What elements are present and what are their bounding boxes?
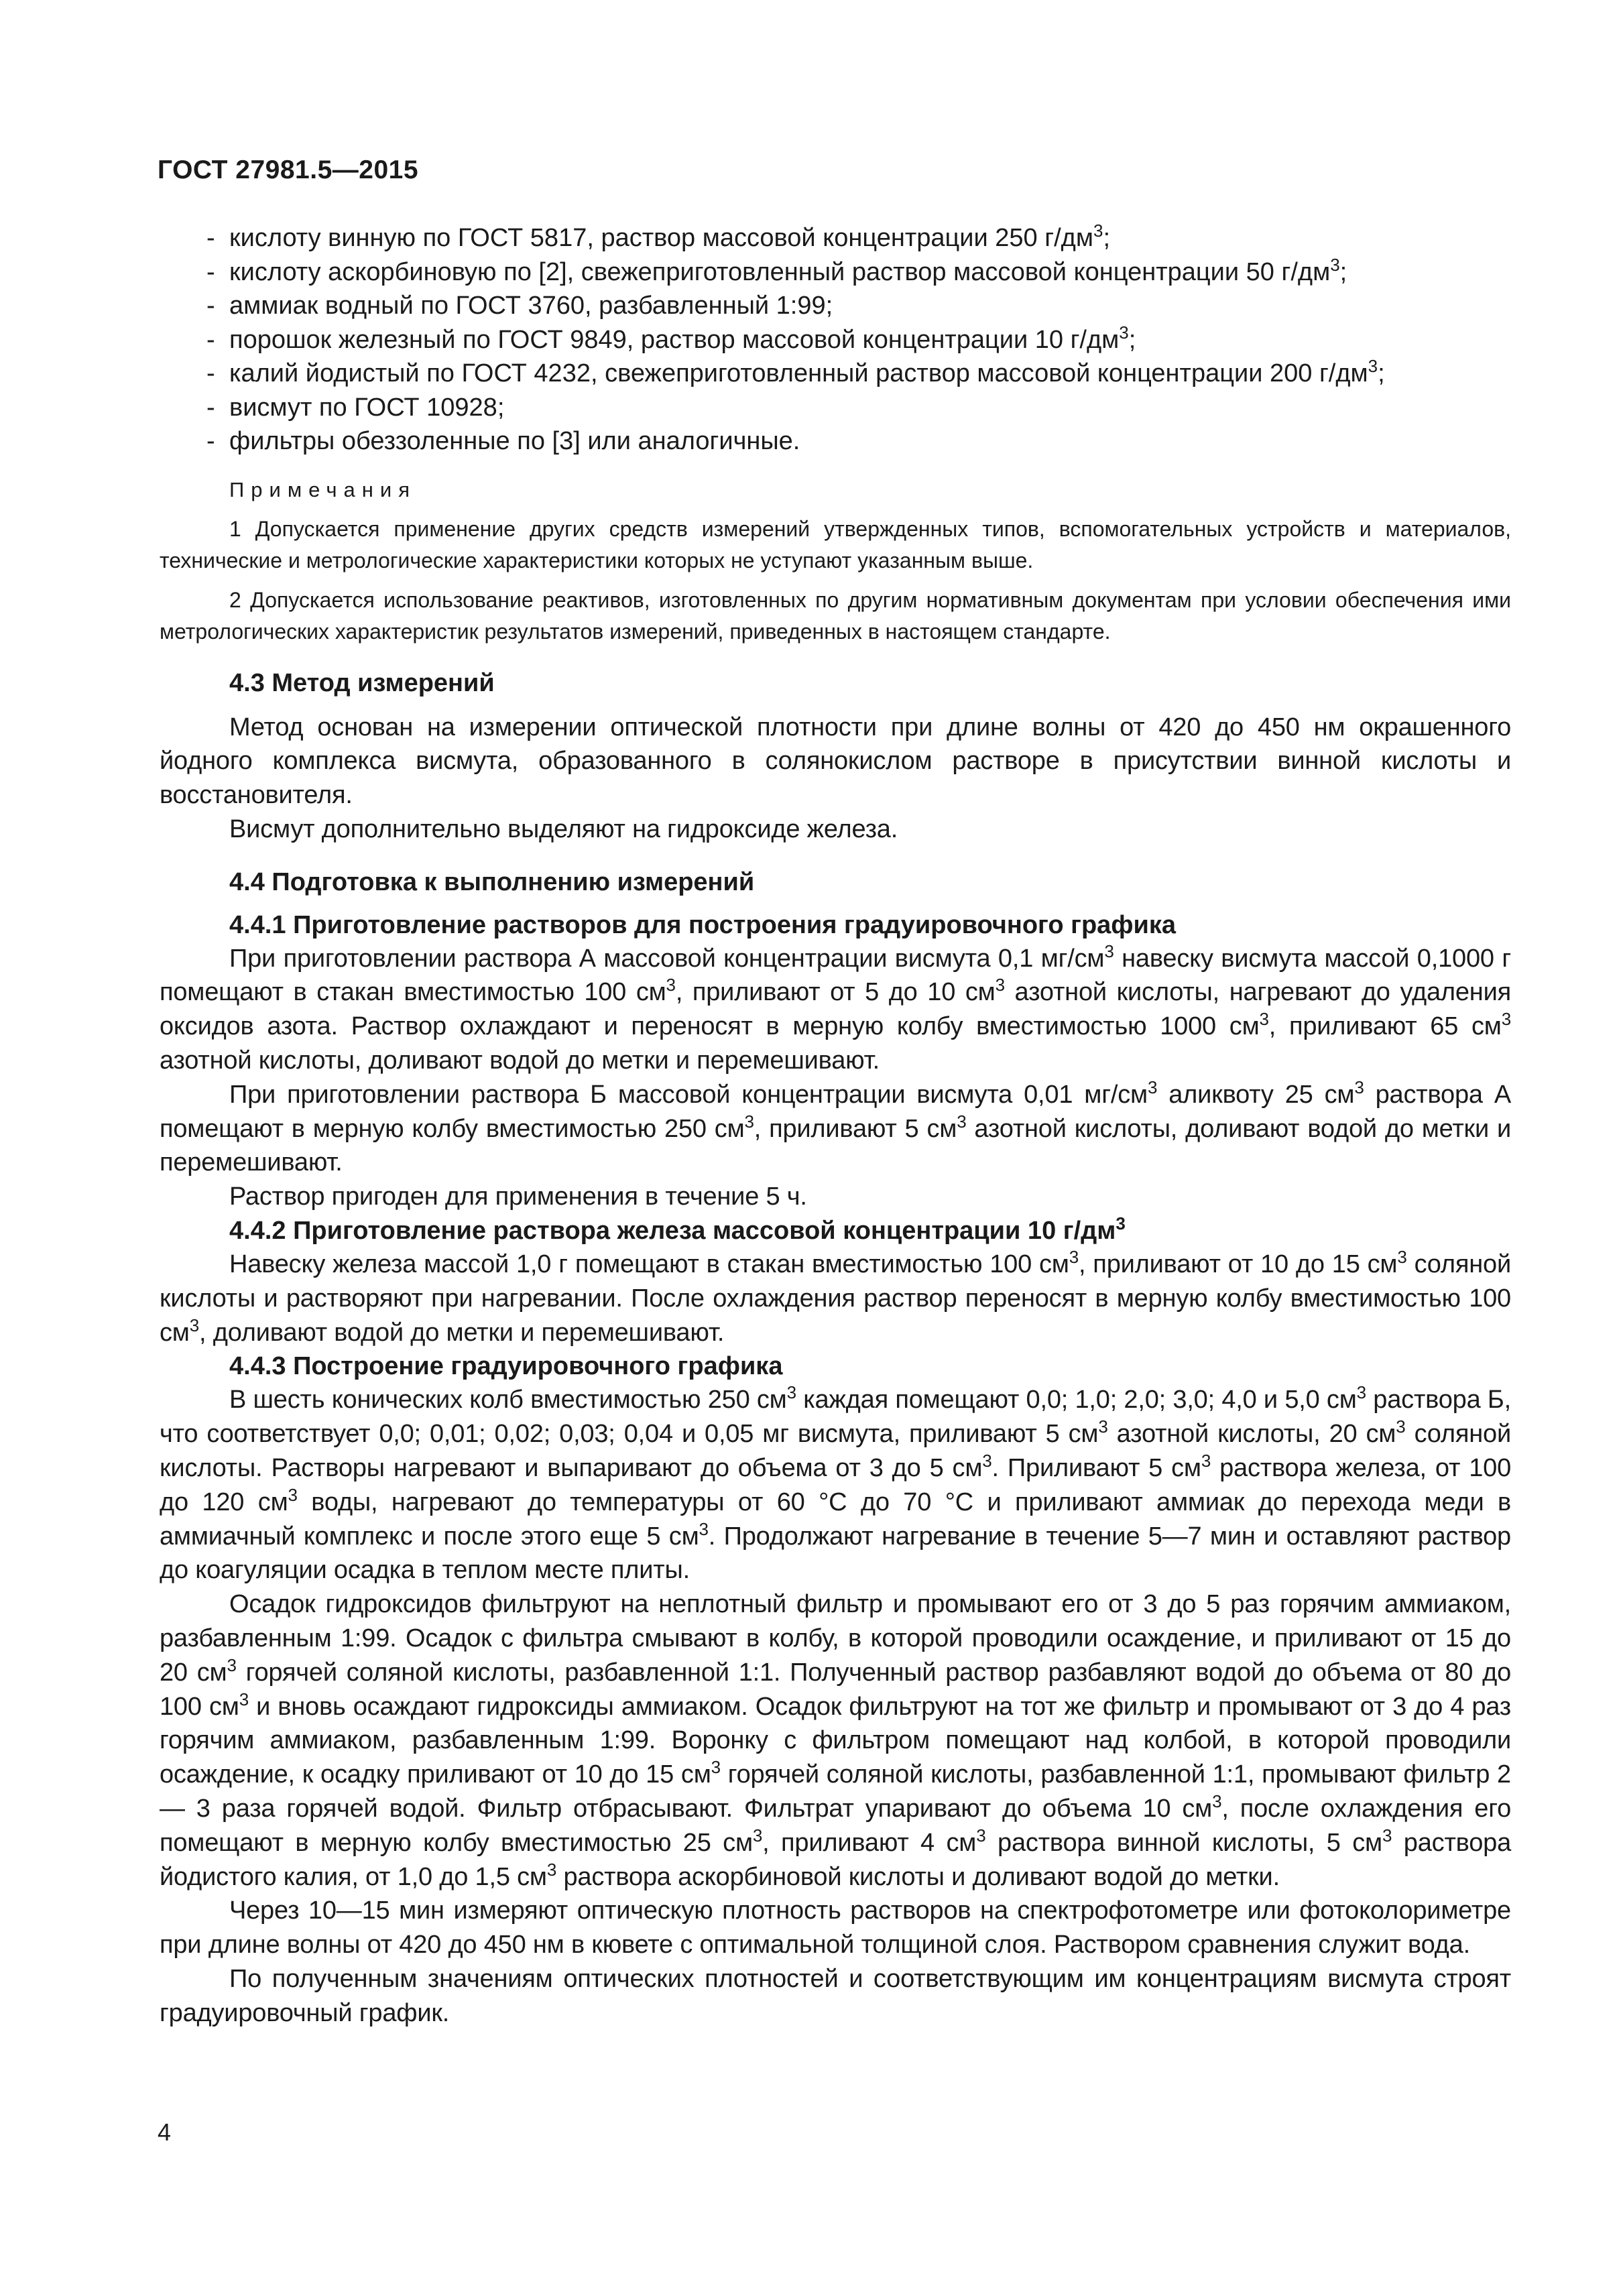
document-header-title: ГОСТ 27981.5—2015 [158,156,419,184]
reagent-list [160,221,1511,459]
list-item: - порошок железный по ГОСТ 9849, раствор массовой концентрации 10 $г/дм^3$; [206,322,1136,354]
page-number: 4 [158,2118,172,2146]
section-4-4-1-heading: 4.4.1 Приготовление растворов для построения градуировочного графика [229,910,1177,939]
list-item: - аммиак водный по ГОСТ 3760, разбавленный 1:99; [206,292,833,320]
section-4-4-3-paragraph: Осадок гидроксидов фильтруют на неплотный фильтр и промывают его от 3 до 5 раз горячим аммиаком, разбавленным 1:99. Осадок с фильтра смывают в колбу, в которой проводили осаждение, и приливают от 15 до 20 $см^3$ горячей соляной кислоты, разбавленной 1:1. Полученный раствор разбавляют водой до объема от 80 до 100 $см^3$ и вновь осаждают гидроксиды аммиаком. Осадок фильтруют на тот же фильтр и промывают от 3 до 4 раз горячим аммиаком, разбавленным 1:99. Воронку с фильтром помещают над колбой, в которой проводили осаждение, к осадку приливают от 10 до 15 $см^3$ горячей соляной кислоты, разбавленной 1:1, промывают фильтр 2 — 3 раза горячей водой. Фильтр отбрасывают. Фильтрат упаривают до объема 10 $см^3$, после охлаждения его помещают в мерную колбу вместимостью 25 $см^3$, приливают 4 $см^3$ раствора винной кислоты, 5 $см^3$ раствора йодистого калия, от 1,0 до 1,5 $см^3$ раствора аскорбиновой кислоты и доливают водой до метки. [160,1590,1512,1891]
page-content [160,221,1511,2031]
note-2: 2 Допускается использование реактивов, изготовленных по другим нормативным документам при условии обеспечения ими метрологических характеристик результатов измерений, приведенных в настоящем стандарте. [160,587,1511,644]
section-4-3-heading: 4.3 Метод измерений [229,668,495,697]
section-4-4-1-paragraph: Раствор пригоден для применения в течение 5 ч. [229,1183,807,1211]
list-item: - калий йодистый по ГОСТ 4232, свежеприготовленный раствор массовой концентрации 200 $г/дм^3$; [206,356,1385,387]
note-1: 1 Допускается применение других средств измерений утвержденных типов, вспомогательных устройств и материалов, технические и метрологические характеристики которых не уступают указанным выше. [160,516,1511,572]
list-item: - кислоту аскорбиновую по [2], свежеприготовленный раствор массовой концентрации 50 $г/дм^3$; [206,254,1347,286]
section-4-4-heading: 4.4 Подготовка к выполнению измерений [229,867,755,896]
section-4-4-3-paragraph: По полученным значениям оптических плотностей и соответствующим им концентрациям висмута строят градуировочный график. [160,1965,1511,2027]
list-item: - фильтры обеззоленные по [3] или аналогичные. [206,427,800,455]
notes-heading: Примечания [229,477,416,501]
list-item: - кислоту винную по ГОСТ 5817, раствор массовой концентрации 250 $г/дм^3$; [206,221,1110,252]
section-4-4-2-heading: 4.4.2 Приготовление раствора железа массовой концентрации 10 $г/дм^3$ [229,1213,1126,1246]
section-4-4-3-heading: 4.4.3 Построение градуировочного графика [229,1352,783,1381]
section-4-3-paragraph: Висмут дополнительно выделяют на гидроксиде железа. [229,814,898,843]
section-4-4-3-paragraph: Через 10—15 мин измеряют оптическую плотность растворов на спектрофотометре или фотоколориметре при длине волны от 420 до 450 нм в кювете с оптимальной толщиной слоя. Раствором сравнения служит вода. [160,1896,1511,1959]
section-4-4-3-paragraph: В шесть конических колб вместимостью 250 $см^3$ каждая помещают 0,0; 1,0; 2,0; 3,0; 4,0 и 5,0 $см^3$ раствора Б, что соответствует 0,0; 0,01; 0,02; 0,03; 0,04 и 0,05 мг висмута, приливают 5 $см^3$ азотной кислоты, 20 $см^3$ соляной кислоты. Растворы нагревают и выпаривают до объема от 3 до 5 $см^3$. Приливают 5 $см^3$ раствора железа, от 100 до 120 $см^3$ воды, нагревают до температуры от 60 °С до 70 °С и приливают аммиак до перехода меди в аммиачный комплекс и после этого еще 5 $см^3$. Продолжают нагревание в течение 5—7 мин и оставляют раствор до коагуляции осадка в теплом месте плиты. [160,1382,1512,1585]
list-item: - висмут по ГОСТ 10928; [206,393,505,422]
section-4-4-1-paragraph: При приготовлении раствора Б массовой концентрации висмута 0,01 $мг/см^3$ аликвоту 25 $см^3$ раствора А помещают в мерную колбу вместимостью 250 $см^3$, приливают 5 $см^3$ азотной кислоты, доливают водой до метки и перемешивают. [160,1077,1512,1177]
section-4-4-2-paragraph: Навеску железа массой 1,0 г помещают в стакан вместимостью 100 $см^3$, приливают от 10 до 15 $см^3$ соляной кислоты и растворяют при нагревании. После охлаждения раствор переносят в мерную колбу вместимостью 100 $см^3$, доливают водой до метки и перемешивают. [160,1247,1511,1347]
section-4-4-1-paragraph: При приготовлении раствора А массовой концентрации висмута 0,1 $мг/см^3$ навеску висмута массой 0,1000 г помещают в стакан вместимостью 100 $см^3$, приливают от 5 до 10 $см^3$ азотной кислоты, нагревают до удаления оксидов азота. Раствор охлаждают и переносят в мерную колбу вместимостью 1000 $см^3$, приливают 65 $см^3$ азотной кислоты, доливают водой до метки и перемешивают. [160,941,1511,1075]
section-4-3-paragraph: Метод основан на измерении оптической плотности при длине волны от 420 до 450 нм окрашенного йодного комплекса висмута, образованного в солянокислом растворе в присутствии винной кислоты и восстановителя. [160,713,1511,810]
